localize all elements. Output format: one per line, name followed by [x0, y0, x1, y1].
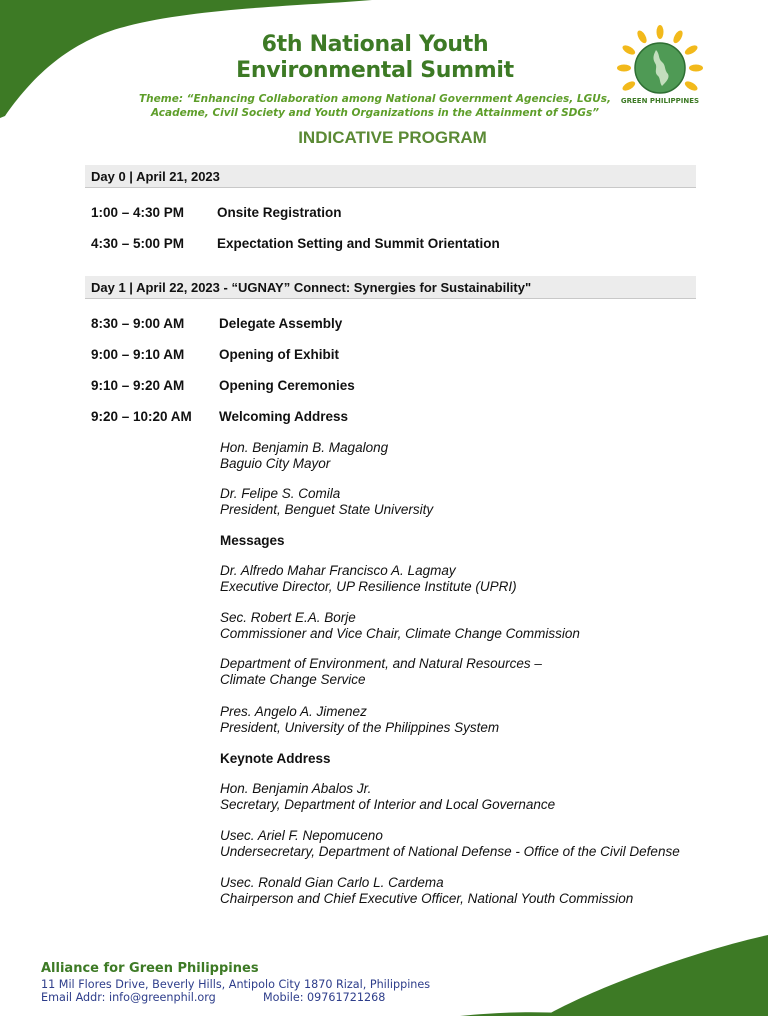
footer-address: 11 Mil Flores Drive, Beverly Hills, Antipolo City 1870 Rizal, Philippines	[41, 978, 431, 991]
speaker-title: Undersecretary, Department of National Defense - Office of the Civil Defense	[220, 844, 680, 859]
speaker-title: President, Benguet State University	[220, 502, 434, 517]
speaker-name: Hon. Benjamin Abalos Jr.	[220, 781, 372, 796]
footer-email: Email Addr: info@greenphil.org	[41, 991, 216, 1004]
speaker-name: Usec. Ariel F. Nepomuceno	[220, 828, 383, 843]
speaker-entry	[220, 704, 499, 736]
item-time: 8:30 – 9:00 AM	[91, 316, 185, 331]
summit-title-line1: 6th National Youth	[261, 32, 489, 57]
item-activity: Opening Ceremonies	[219, 378, 355, 393]
speaker-title: President, University of the Philippines System	[220, 720, 500, 735]
speaker-title: Chairperson and Chief Executive Officer, National Youth Commission	[220, 891, 634, 906]
messages-label: Messages	[220, 533, 285, 548]
speaker-name: Sec. Robert E.A. Borje	[220, 610, 356, 625]
speaker-entry	[220, 440, 388, 472]
theme-line1: Theme: “Enhancing Collaboration among National Government Agencies, LGUs,	[139, 93, 611, 105]
speaker-entry	[220, 610, 580, 642]
item-time: 9:20 – 10:20 AM	[91, 409, 192, 424]
day0-header: Day 0 | April 21, 2023	[85, 165, 696, 188]
speaker-name: Dr. Alfredo Mahar Francisco A. Lagmay	[220, 563, 456, 578]
speaker-title: Executive Director, UP Resilience Institute (UPRI)	[220, 579, 517, 594]
speaker-entry	[220, 828, 680, 860]
summit-title	[180, 32, 570, 84]
item-activity: Delegate Assembly	[219, 316, 343, 331]
summit-theme	[130, 92, 620, 120]
item-time: 9:10 – 9:20 AM	[91, 378, 185, 393]
speaker-title: Commissioner and Vice Chair, Climate Change Commission	[220, 626, 580, 641]
summit-title-line2: Environmental Summit	[236, 58, 514, 83]
item-activity: Welcoming Address	[219, 409, 349, 424]
speaker-entry	[220, 875, 633, 907]
speaker-name: Department of Environment, and Natural Resources –	[220, 656, 542, 671]
item-activity: Onsite Registration	[217, 205, 342, 220]
footer-org-name: Alliance for Green Philippines	[41, 961, 259, 976]
footer-mobile: Mobile: 09761721268	[263, 991, 386, 1004]
speaker-name: Dr. Felipe S. Comila	[220, 486, 341, 501]
keynote-label: Keynote Address	[220, 751, 331, 766]
item-time: 4:30 – 5:00 PM	[91, 236, 185, 251]
logo-text: GREEN PHILIPPINES	[620, 97, 700, 105]
speaker-title: Climate Change Service	[220, 672, 366, 687]
day1-header: Day 1 | April 22, 2023 - “UGNAY” Connect: Synergies for Sustainability"	[85, 276, 696, 299]
item-activity: Expectation Setting and Summit Orientation	[217, 236, 500, 251]
speaker-entry	[220, 656, 542, 688]
speaker-title: Baguio City Mayor	[220, 456, 331, 471]
item-time: 1:00 – 4:30 PM	[91, 205, 185, 220]
item-time: 9:00 – 9:10 AM	[91, 347, 185, 362]
speaker-entry	[220, 563, 517, 595]
theme-line2: Academe, Civil Society and Youth Organizations in the Attainment of SDGs”	[150, 107, 600, 119]
speaker-name: Hon. Benjamin B. Magalong	[220, 440, 389, 455]
speaker-entry	[220, 486, 433, 518]
item-activity: Opening of Exhibit	[219, 347, 339, 362]
speaker-name: Usec. Ronald Gian Carlo L. Cardema	[220, 875, 444, 890]
program-title: INDICATIVE PROGRAM	[298, 128, 487, 147]
speaker-entry	[220, 781, 555, 813]
speaker-title: Secretary, Department of Interior and Local Governance	[220, 797, 556, 812]
speaker-name: Pres. Angelo A. Jimenez	[220, 704, 367, 719]
